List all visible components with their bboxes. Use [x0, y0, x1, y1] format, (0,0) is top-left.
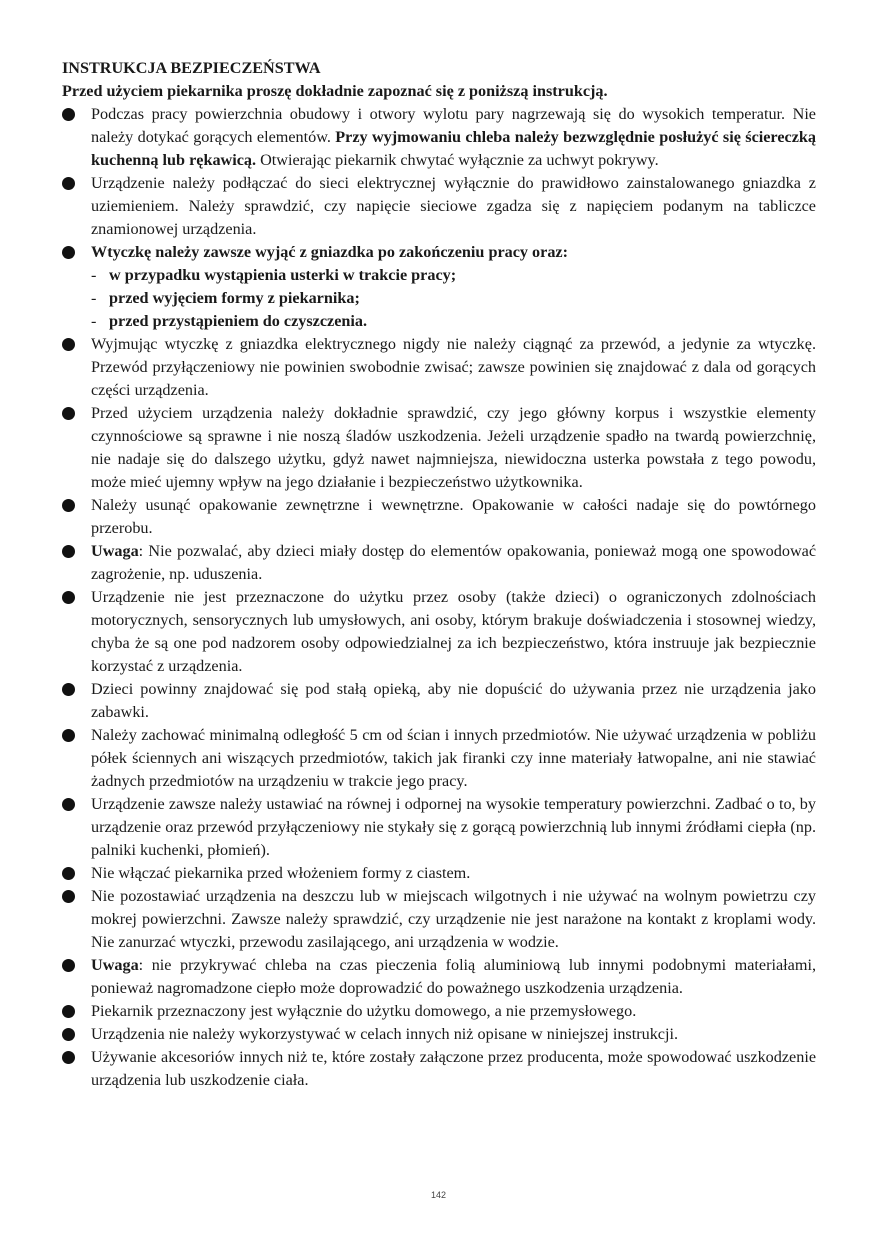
- list-item: Należy zachować minimalną odległość 5 cm od ścian i innych przedmiotów. Nie używać urządzenia w pobliżu półek ściennych ani wiszących przedmiotów, takich jak firanki czy inne materiały łatwopalne, ani nie stawiać żadnych przedmiotów na urządzeniu w trakcie jego pracy.: [62, 724, 816, 793]
- warning-label: Uwaga: [91, 956, 139, 974]
- list-item: Nie pozostawiać urządzenia na deszczu lub w miejscach wilgotnych i nie używać na wolnym powietrzu czy mokrej powierzchni. Zawsze należy sprawdzić, czy urządzenie nie jest narażone na kontakt z kroplami wody. Nie zanurzać wtyczki, przewodu zasilającego, ani urządzenia w wodzie.: [62, 885, 816, 954]
- safety-list: [62, 103, 816, 1092]
- list-item: Urządzenie nie jest przeznaczone do użytku przez osoby (także dzieci) o ograniczonych zdolnościach motorycznych, sensorycznych lub umysłowych, ani osoby, którym brakuje doświadczenia i stosownej wiedzy, chyba że są one pod nadzorem osoby odpowiedzialnej za ich bezpieczeństwo, która instruuje jak bezpiecznie korzystać z urządzenia.: [62, 586, 816, 678]
- list-item: Urządzenia nie należy wykorzystywać w celach innych niż opisane w niniejszej instrukcji.: [62, 1023, 816, 1046]
- list-item: Urządzenie zawsze należy ustawiać na równej i odpornej na wysokie temperatury powierzchni. Zadbać o to, by urządzenie oraz przewód przyłączeniowy nie stykały się z gorącą powierzchnią lub innymi źródłami ciepła (np. palniki kuchenki, płomień).: [62, 793, 816, 862]
- item-text: Podczas pracy powierzchnia obudowy i otwory wylotu pary nagrzewają się do wysokich temperatur. Nie należy dotykać gorących elementów.: [91, 105, 816, 146]
- item-text: : Nie pozwalać, aby dzieci miały dostęp do elementów opakowania, ponieważ mogą one spowodować zagrożenie, np. uduszenia.: [91, 542, 816, 583]
- list-item: Używanie akcesoriów innych niż te, które zostały załączone przez producenta, może spowodować uszkodzenie urządzenia lub uszkodzenie ciała.: [62, 1046, 816, 1092]
- document-page: [62, 57, 816, 1092]
- sub-list: [91, 264, 816, 333]
- section-title: INSTRUKCJA BEZPIECZEŃSTWA: [62, 59, 321, 77]
- item-text: Otwierając piekarnik chwytać wyłącznie za uchwyt pokrywy.: [256, 151, 659, 169]
- item-emphasis: Przy wyjmowaniu chleba należy bezwzględnie posłużyć się ściereczką kuchenną lub rękawicą.: [91, 128, 816, 169]
- sub-list-item: - przed przystąpieniem do czyszczenia.: [91, 310, 816, 333]
- sub-list-item: - w przypadku wystąpienia usterki w trakcie pracy;: [91, 264, 816, 287]
- list-item: Piekarnik przeznaczony jest wyłącznie do użytku domowego, a nie przemysłowego.: [62, 1000, 816, 1023]
- list-item: [62, 954, 816, 1000]
- item-emphasis: Wtyczkę należy zawsze wyjąć z gniazdka po zakończeniu pracy oraz:: [91, 243, 568, 261]
- list-item: [62, 103, 816, 172]
- warning-label: Uwaga: [91, 542, 139, 560]
- intro-line: Przed użyciem piekarnika proszę dokładnie zapoznać się z poniższą instrukcją.: [62, 82, 608, 100]
- list-item: Przed użyciem urządzenia należy dokładnie sprawdzić, czy jego główny korpus i wszystkie elementy czynnościowe są sprawne i nie noszą śladów uszkodzenia. Jeżeli urządzenie spadło na twardą powierzchnię, nie nadaje się do dalszego użytku, gdyż nawet najmniejsza, niewidoczna usterka powstała z tego powodu, może mieć ujemny wpływ na jego działanie i bezpieczeństwo użytkownika.: [62, 402, 816, 494]
- list-item: Nie włączać piekarnika przed włożeniem formy z ciastem.: [62, 862, 816, 885]
- sub-list-item: - przed wyjęciem formy z piekarnika;: [91, 287, 816, 310]
- list-item: Należy usunąć opakowanie zewnętrzne i wewnętrzne. Opakowanie w całości nadaje się do powtórnego przerobu.: [62, 494, 816, 540]
- item-text: : nie przykrywać chleba na czas pieczenia folią aluminiową lub innymi podobnymi materiałami, ponieważ nagromadzone ciepło może doprowadzić do poważnego uszkodzenia urządzenia.: [91, 956, 816, 997]
- list-item: [62, 241, 816, 333]
- list-item: Wyjmując wtyczkę z gniazdka elektrycznego nigdy nie należy ciągnąć za przewód, a jedynie za wtyczkę. Przewód przyłączeniowy nie powinien swobodnie zwisać; zawsze powinien się znajdować z dala od gorących części urządzenia.: [62, 333, 816, 402]
- list-item: [62, 540, 816, 586]
- page-number: 142: [430, 1190, 447, 1200]
- list-item: Dzieci powinny znajdować się pod stałą opieką, aby nie dopuścić do używania przez nie urządzenia jako zabawki.: [62, 678, 816, 724]
- list-item: Urządzenie należy podłączać do sieci elektrycznej wyłącznie do prawidłowo zainstalowanego gniazdka z uziemieniem. Należy sprawdzić, czy napięcie sieciowe zgadza się z napięciem podanym na tabliczce znamionowej urządzenia.: [62, 172, 816, 241]
